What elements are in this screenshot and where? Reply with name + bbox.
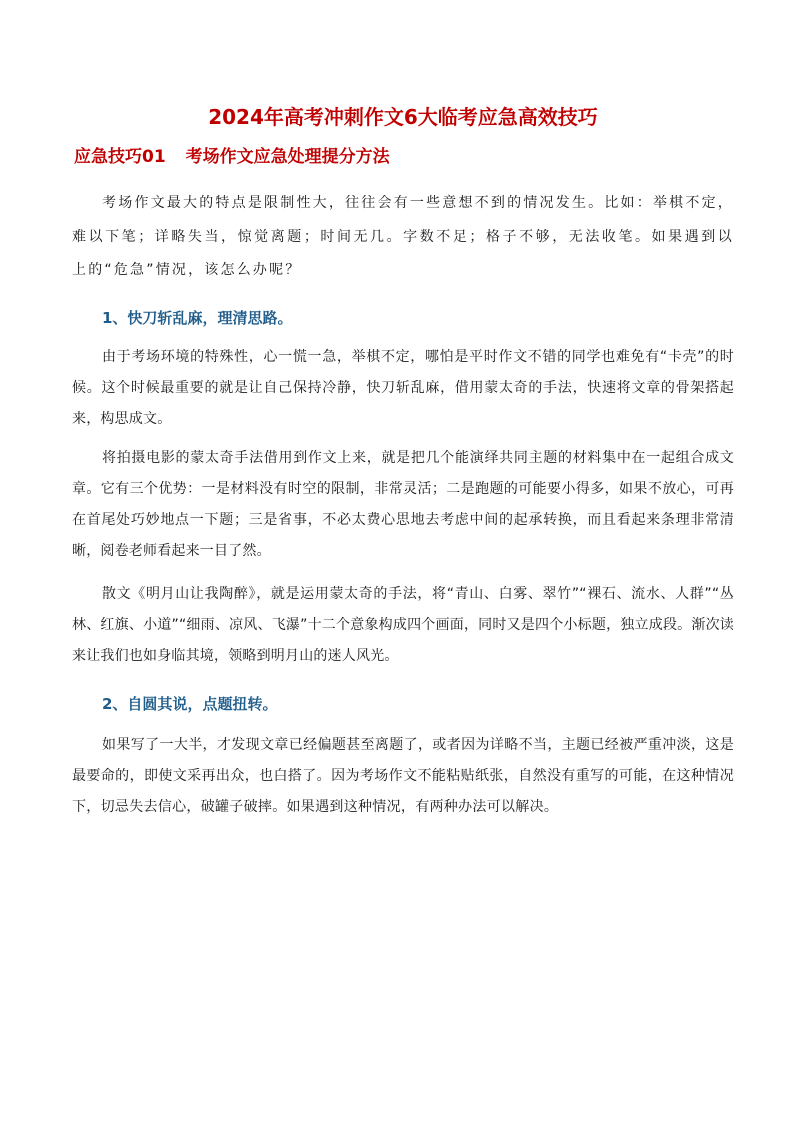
section-heading-1: 1、快刀斩乱麻，理清思路。 (102, 308, 293, 327)
document-title: 2024年高考冲刺作文6大临考应急高效技巧 (208, 105, 598, 129)
section-1-paragraph-3: 散文《明月山让我陶醉》，就是运用蒙太奇的手法，将“青山、白雾、翠竹”“裸石、流水、人群”“丛林、红旗、小道”“细雨、凉风、飞瀑”十二个意象构成四个画面，同时又是四个小标题，独立成段。渐次读来让我们也如身临其境，领略到明月山的迷人风光。 (72, 585, 734, 664)
intro-paragraph: 考场作文最大的特点是限制性大，往往会有一些意想不到的情况发生。比如：举棋不定，难以下笔；详略失当，惊觉离题；时间无几。字数不足；格子不够，无法收笔。如果遇到以上的“危急”情况，该怎么办呢？ (72, 195, 734, 278)
subtitle-label: 应急技巧01 (74, 147, 166, 167)
section-2-paragraph-1: 如果写了一大半，才发现文章已经偏题甚至离题了，或者因为详略不当，主题已经被严重冲淡，这是最要命的，即使文采再出众，也白搭了。因为考场作文不能粘贴纸张，自然没有重写的可能，在这种情况下，切忌失去信心，破罐子破摔。如果遇到这种情况，有两种办法可以解决。 (72, 736, 734, 815)
section-1-paragraph-1: 由于考场环境的特殊性，心一慌一急，举棋不定，哪怕是平时作文不错的同学也难免有“卡壳”的时候。这个时候最重要的就是让自己保持冷静，快刀斩乱麻，借用蒙太奇的手法，快速将文章的骨架搭起来，构思成文。 (72, 348, 734, 427)
section-subtitle (74, 146, 734, 168)
section-1-paragraph-2: 将拍摄电影的蒙太奇手法借用到作文上来，就是把几个能演绎共同主题的材料集中在一起组合成文章。它有三个优势：一是材料没有时空的限制，非常灵活；二是跑题的可能要小得多，如果不放心，可再在首尾处巧妙地点一下题；三是省事，不必太费心思地去考虑中间的起承转换，而且看起来条理非常清晰，阅卷老师看起来一目了然。 (72, 449, 734, 559)
section-heading-2: 2、自圆其说，点题扭转。 (102, 694, 278, 713)
subtitle-text: 考场作文应急处理提分方法 (185, 147, 390, 167)
